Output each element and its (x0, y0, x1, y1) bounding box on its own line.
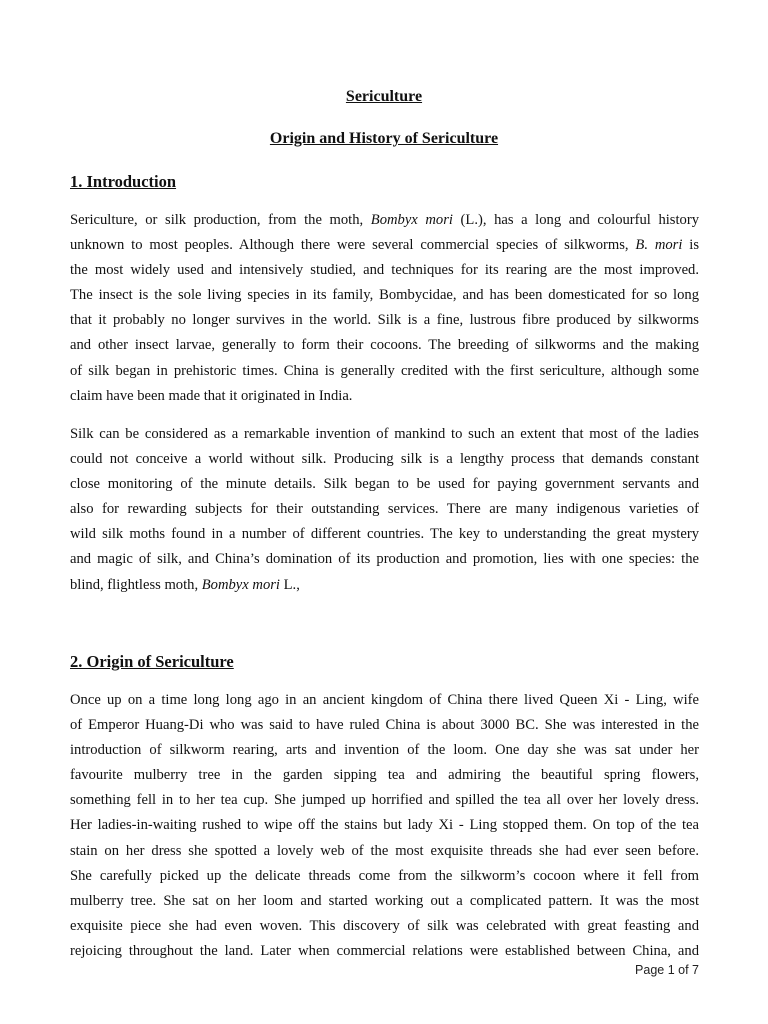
text-line: the most widely used and intensively studied, and techniques for its rearing are the most improved. (70, 262, 699, 279)
text-line: favourite mulberry tree in the garden sipping tea and admiring the beautiful spring flowers, (70, 767, 699, 784)
paragraph-intro-2 (70, 422, 699, 598)
text-line: that it probably no longer survives in the world. Silk is a fine, lustrous fibre produced by silkworms (70, 312, 699, 329)
text-line: Sericulture, or silk production, from the moth, Bombyx mori (L.), has a long and colourful history (70, 212, 699, 228)
document-subtitle: Origin and History of Sericulture (269, 130, 499, 147)
section-heading-origin: 2. Origin of Sericulture (70, 652, 234, 671)
text-line: The insect is the sole living species in its family, Bombycidae, and has been domesticated for so long (70, 287, 699, 304)
text-line: could not conceive a world without silk. Producing silk is a lengthy process that demands constant (70, 451, 699, 468)
italic-term: Bombyx mori (201, 576, 280, 593)
text-line: of silk began in prehistoric times. China is generally credited with the first sericulture, although some (70, 362, 699, 379)
text-line: mulberry tree. She sat on her loom and started working out a complicated pattern. It was the most (70, 892, 699, 909)
text-line: and other insect larvae, generally to form their cocoons. The breeding of silkworms and the making (70, 337, 699, 354)
paragraph-origin-1 (70, 688, 699, 964)
text-line: Once up on a time long long ago in an ancient kingdom of China there lived Queen Xi - Ling, wife (70, 692, 699, 708)
text-line: wild silk moths found in a number of different countries. The key to understanding the great mystery (70, 526, 699, 543)
italic-term: B. mori (635, 237, 683, 254)
text-line: unknown to most peoples. Although there were several commercial species of silkworms, B. mori is (70, 237, 699, 254)
text-line: She carefully picked up the delicate threads come from the silkworm’s cocoon where it fell from (70, 867, 699, 884)
text-line: Silk can be considered as a remarkable invention of mankind to such an extent that most of the ladies (70, 426, 699, 442)
paragraph-intro-1 (70, 208, 699, 409)
italic-term: Bombyx mori (370, 212, 453, 228)
text-line: something fell in to her tea cup. She jumped up horrified and spilled the tea all over her lovely dress. (70, 792, 699, 809)
text-line: also for rewarding subjects for their outstanding services. There are many indigenous varieties of (70, 501, 699, 518)
text-line: close monitoring of the minute details. Silk began to be used for paying government servants and (70, 476, 699, 493)
text-line: rejoicing throughout the land. Later when commercial relations were established between China, and (70, 942, 699, 959)
text-line: stain on her dress she spotted a lovely web of the most exquisite threads she had ever seen before. (70, 842, 699, 859)
text-line: blind, flightless moth, Bombyx mori L., (70, 576, 300, 593)
page-number: Page 1 of 7 (635, 963, 699, 977)
text-line: Her ladies-in-waiting rushed to wipe off the stains but lady Xi - Ling stopped them. On top of the tea (70, 817, 699, 834)
text-line: introduction of silkworm rearing, arts and invention of the loom. One day she was sat under her (70, 742, 699, 759)
text-line: and magic of silk, and China’s domination of its production and promotion, lies with one species: the (70, 551, 699, 568)
text-line: of Emperor Huang-Di who was said to have ruled China is about 3000 BC. She was interested in the (70, 717, 699, 734)
document-title: Sericulture (345, 88, 423, 105)
section-heading-introduction: 1. Introduction (70, 172, 177, 191)
text-line: claim have been made that it originated in India. (70, 387, 353, 404)
text-line: exquisite piece she had even woven. This discovery of silk was celebrated with great feasting and (70, 917, 699, 934)
